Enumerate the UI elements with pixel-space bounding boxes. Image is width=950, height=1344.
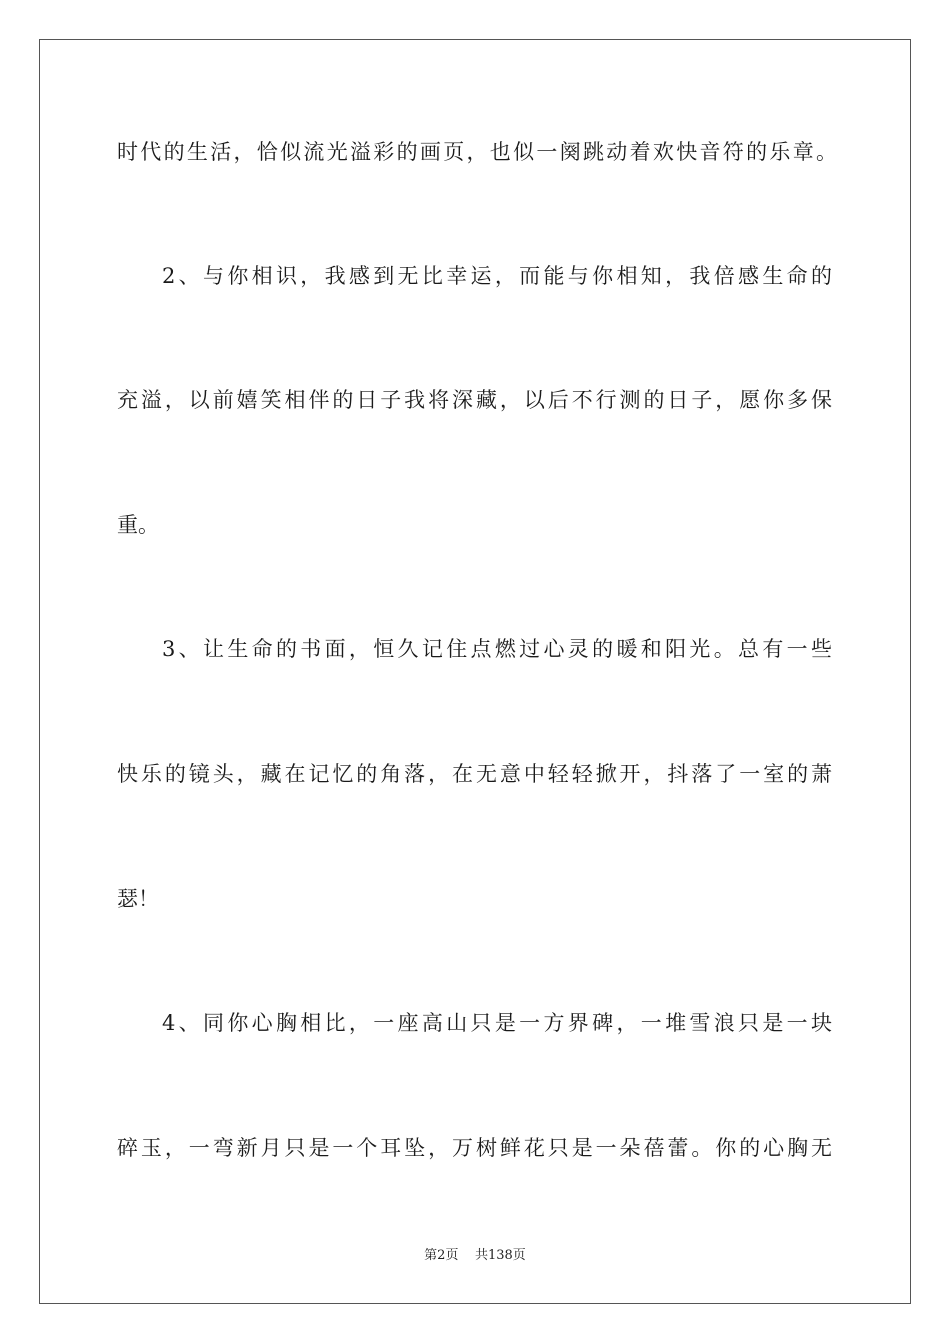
total-pages: 共138页: [474, 1248, 526, 1263]
text-line-2: 2、与你相识，我感到无比幸运，而能与你相知，我倍感生命的: [162, 264, 832, 288]
text-line-3: 充溢，以前嬉笑相伴的日子我将深藏，以后不行测的日子，愿你多保: [117, 388, 832, 412]
text-line-5: 3、让生命的书面，恒久记住点燃过心灵的暖和阳光。总有一些: [162, 637, 832, 661]
text-line-9: 碎玉，一弯新月只是一个耳坠，万树鲜花只是一朵蓓蕾。你的心胸无: [117, 1136, 832, 1160]
page-footer: [0, 1247, 950, 1265]
text-line-1: 时代的生活，恰似流光溢彩的画页，也似一阕跳动着欢快音符的乐章。: [117, 140, 837, 164]
text-line-8: 4、同你心胸相比，一座高山只是一方界碑，一堆雪浪只是一块: [162, 1011, 832, 1035]
text-line-4: 重。: [117, 513, 159, 537]
text-line-7: 瑟！: [117, 887, 159, 911]
page-number: 第2页: [424, 1248, 459, 1263]
page-frame: [39, 39, 911, 1304]
text-line-6: 快乐的镜头，藏在记忆的角落，在无意中轻轻掀开，抖落了一室的萧: [117, 762, 832, 786]
